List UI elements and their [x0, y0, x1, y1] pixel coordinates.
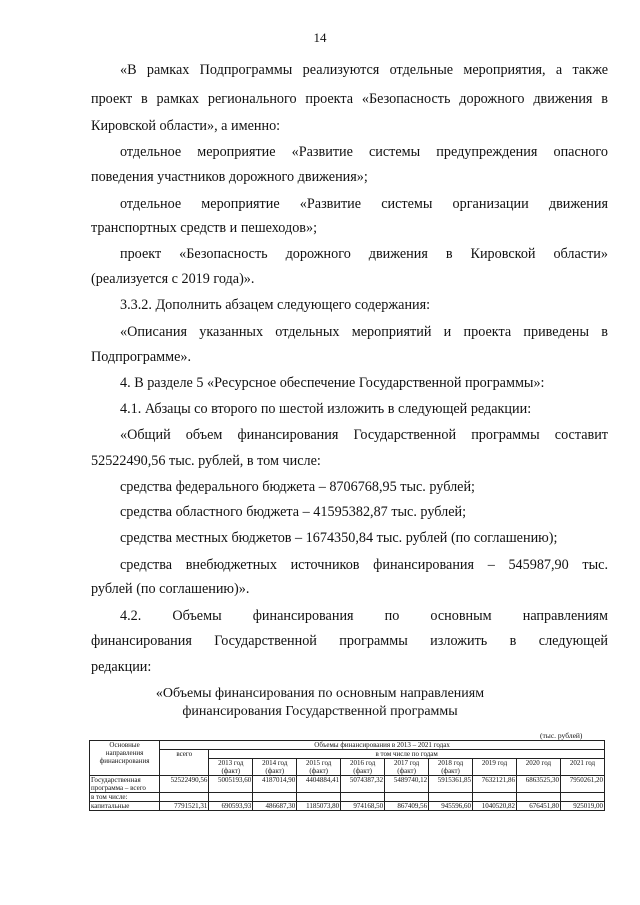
- row-label: в том числе:: [90, 793, 160, 802]
- text-line: 52522490,56 тыс. рублей, в том числе:: [91, 453, 321, 469]
- text-line: проект «Безопасность дорожного движения в Кировской области»: [120, 246, 608, 262]
- cell-value: 7632121,86: [473, 776, 517, 793]
- cell-value: 925019,00: [560, 802, 604, 811]
- cell-value: 1185073,80: [297, 802, 341, 811]
- cell-value: [341, 793, 385, 802]
- cell-value: 4187014,90: [253, 776, 297, 793]
- text-line: редакции:: [91, 659, 152, 675]
- header-year: 2013 год (факт): [209, 759, 253, 776]
- cell-total: [160, 793, 209, 802]
- header-year: 2017 год (факт): [385, 759, 429, 776]
- cell-value: 690593,93: [209, 802, 253, 811]
- header-year: 2019 год: [473, 759, 517, 776]
- row-label: капитальные: [90, 802, 160, 811]
- text-line: средства местных бюджетов – 1674350,84 тыс. рублей (по соглашению);: [120, 530, 558, 546]
- cell-value: [209, 793, 253, 802]
- table-row: [90, 793, 605, 802]
- header-group: Объемы финансирования в 2013 – 2021 годах: [160, 741, 605, 750]
- text-line: (реализуется с 2019 года)».: [91, 271, 255, 287]
- cell-value: 4404884,41: [297, 776, 341, 793]
- text-line: средства областного бюджета – 41595382,87 тыс. рублей;: [120, 504, 467, 520]
- cell-value: 1040520,82: [473, 802, 517, 811]
- cell-value: 5005193,60: [209, 776, 253, 793]
- cell-value: [253, 793, 297, 802]
- text-line: транспортных средств и пешеходов»;: [91, 220, 318, 236]
- text-line: рублей (по соглашению)».: [91, 581, 250, 597]
- header-year: 2014 год (факт): [253, 759, 297, 776]
- text-line: 4.1. Абзацы со второго по шестой изложить в следующей редакции:: [120, 401, 532, 417]
- header-directions: Основные направления финансирования: [90, 741, 160, 776]
- table-row: [90, 776, 605, 793]
- text-line: средства федерального бюджета – 8706768,95 тыс. рублей;: [120, 479, 475, 495]
- cell-value: [560, 793, 604, 802]
- cell-value: [385, 793, 429, 802]
- page-number: 14: [313, 30, 327, 45]
- text-line: Подпрограмме».: [91, 349, 192, 365]
- header-total: всего: [160, 750, 209, 776]
- table-title-line-1: «Объемы финансирования по основным направлениям: [155, 686, 485, 701]
- cell-value: 5915361,85: [429, 776, 473, 793]
- text-line: 4.2. Объемы финансирования по основным направлениям: [120, 608, 608, 624]
- header-year: 2020 год: [516, 759, 560, 776]
- cell-value: [297, 793, 341, 802]
- cell-value: 486687,30: [253, 802, 297, 811]
- text-line: отдельное мероприятие «Развитие системы предупреждения опасного: [120, 144, 608, 160]
- cell-value: [516, 793, 560, 802]
- cell-value: 867409,56: [385, 802, 429, 811]
- text-line: финансирования Государственной программы изложить в следующей: [91, 633, 608, 649]
- table-row: [90, 802, 605, 811]
- cell-value: [473, 793, 517, 802]
- cell-total: 52522490,56: [160, 776, 209, 793]
- cell-value: 676451,80: [516, 802, 560, 811]
- text-line: Кировской области», а именно:: [91, 118, 281, 134]
- cell-value: 7950261,20: [560, 776, 604, 793]
- row-label: Государственная программа – всего: [90, 776, 160, 793]
- text-line: отдельное мероприятие «Развитие системы организации движения: [120, 196, 608, 212]
- cell-value: 945596,60: [429, 802, 473, 811]
- text-line: средства внебюджетных источников финансирования – 545987,90 тыс.: [120, 557, 608, 573]
- text-line: 4. В разделе 5 «Ресурсное обеспечение Государственной программы»:: [120, 375, 545, 391]
- text-line: «В рамках Подпрограммы реализуются отдельные мероприятия, а также: [120, 62, 608, 78]
- text-line: 3.3.2. Дополнить абзацем следующего содержания:: [120, 297, 431, 313]
- cell-value: [429, 793, 473, 802]
- header-year: 2021 год: [560, 759, 604, 776]
- text-line: поведения участников дорожного движения»;: [91, 169, 368, 185]
- header-by-years: в том числе по годам: [209, 750, 605, 759]
- table-unit: (тыс. рублей): [540, 731, 583, 740]
- cell-value: 974168,50: [341, 802, 385, 811]
- cell-value: 6863525,30: [516, 776, 560, 793]
- table-title-line-2: финансирования Государственной программы: [182, 704, 458, 719]
- cell-value: 5489740,12: [385, 776, 429, 793]
- header-year: 2018 год (факт): [429, 759, 473, 776]
- text-line: проект в рамках регионального проекта «Безопасность дорожного движения в: [91, 91, 608, 107]
- header-year: 2015 год (факт): [297, 759, 341, 776]
- financing-table: [89, 740, 605, 811]
- header-year: 2016 год (факт): [341, 759, 385, 776]
- text-line: «Описания указанных отдельных мероприятий и проекта приведены в: [120, 324, 608, 340]
- text-line: «Общий объем финансирования Государственной программы составит: [120, 427, 608, 443]
- cell-total: 7791521,31: [160, 802, 209, 811]
- cell-value: 5074387,32: [341, 776, 385, 793]
